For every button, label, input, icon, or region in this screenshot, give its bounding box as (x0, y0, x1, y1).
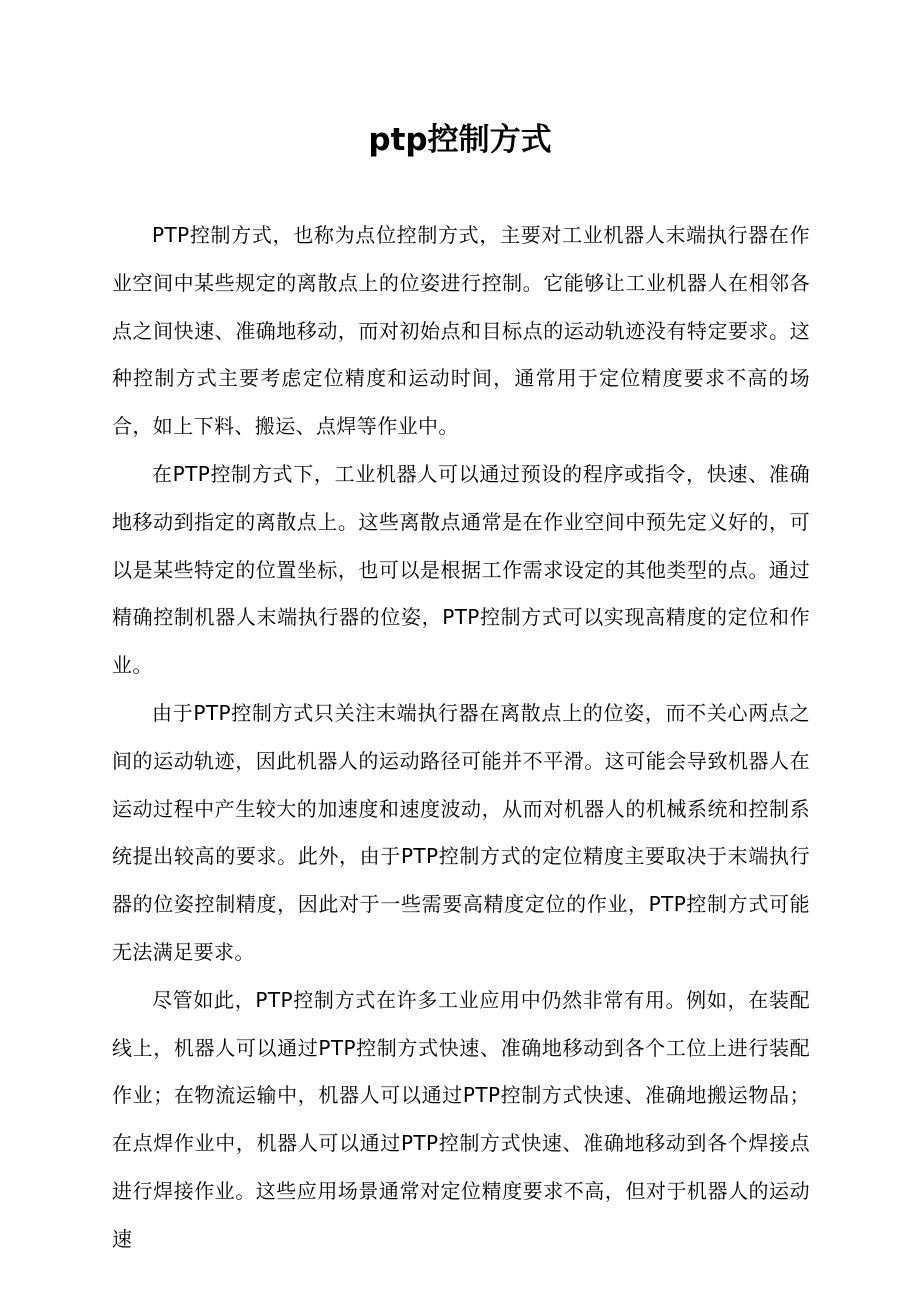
paragraph: 由于PTP控制方式只关注末端执行器在离散点上的位姿，而不关心两点之间的运动轨迹，因此机器人的运动路径可能并不平滑。这可能会导致机器人在运动过程中产生较大的加速度和速度波动，从而对机器人的机械系统和控制系统提出较高的要求。此外，由于PTP控制方式的定位精度主要取决于末端执行器的位姿控制精度，因此对于一些需要高精度定位的作业，PTP控制方式可能无法满足要求。 (112, 700, 810, 964)
paragraph: 在PTP控制方式下，工业机器人可以通过预设的程序或指令，快速、准确地移动到指定的离散点上。这些离散点通常是在作业空间中预先定义好的，可以是某些特定的位置坐标，也可以是根据工作需求设定的其他类型的点。通过精确控制机器人末端执行器的位姿，PTP控制方式可以实现高精度的定位和作业。 (112, 461, 810, 678)
paragraph: 尽管如此，PTP控制方式在许多工业应用中仍然非常有用。例如，在装配线上，机器人可以通过PTP控制方式快速、准确地移动到各个工位上进行装配作业；在物流运输中，机器人可以通过PTP控制方式快速、准确地搬运物品；在点焊作业中，机器人可以通过PTP控制方式快速、准确地移动到各个焊接点进行焊接作业。这些应用场景通常对定位精度要求不高，但对于机器人的运动速 (112, 987, 810, 1251)
document-body (112, 212, 810, 1264)
document-title: ptp控制方式 (368, 122, 552, 158)
paragraph: PTP控制方式，也称为点位控制方式，主要对工业机器人末端执行器在作业空间中某些规定的离散点上的位姿进行控制。它能够让工业机器人在相邻各点之间快速、准确地移动，而对初始点和目标点的运动轨迹没有特定要求。这种控制方式主要考虑定位精度和运动时间，通常用于定位精度要求不高的场合，如上下料、搬运、点焊等作业中。 (112, 223, 810, 439)
